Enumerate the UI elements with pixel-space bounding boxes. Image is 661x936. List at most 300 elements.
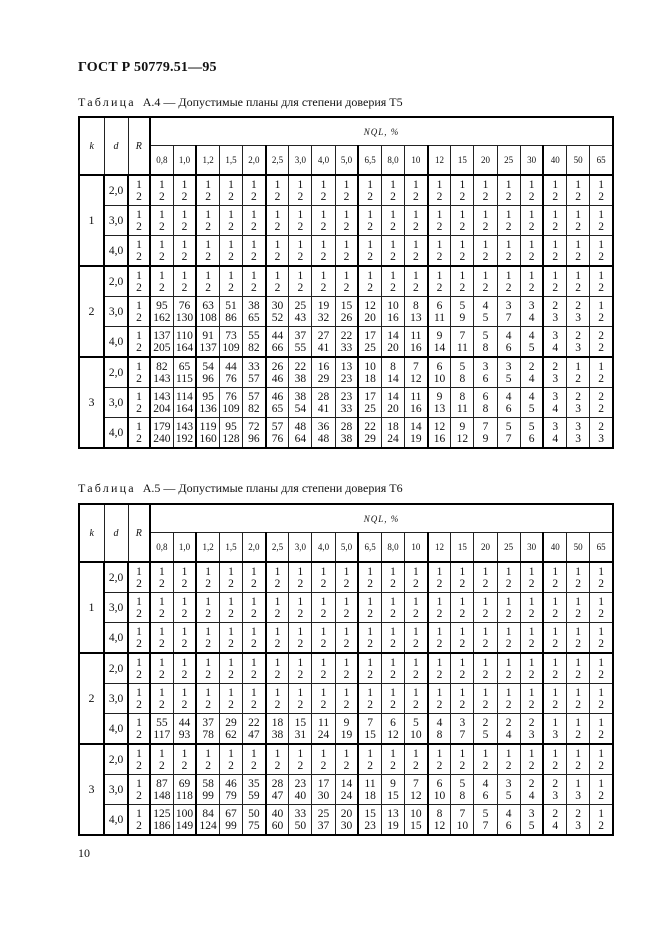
rejection-number: 2 — [274, 607, 281, 620]
nql-column-header: 25 — [497, 146, 520, 176]
plan-fraction — [153, 808, 170, 832]
plan-fraction — [275, 239, 281, 263]
plan-fraction — [248, 421, 260, 445]
plan-fraction — [367, 270, 373, 294]
rejection-number: 2 — [459, 698, 466, 711]
plan-fraction — [529, 421, 535, 445]
acceptance-number: 1 — [436, 208, 443, 221]
plan-fraction — [341, 330, 353, 354]
plan-cell — [567, 327, 590, 358]
plan-cell — [219, 805, 242, 836]
plan-cell — [173, 297, 196, 327]
rejection-number: 2 — [228, 281, 234, 294]
acceptance-number: 18 — [271, 716, 284, 729]
rejection-number: 50 — [294, 819, 307, 832]
rejection-number: 2 — [575, 668, 581, 681]
plan-fraction — [387, 808, 399, 832]
rejection-number: 2 — [552, 607, 559, 620]
acceptance-number: 72 — [248, 420, 260, 433]
acceptance-number: 1 — [482, 238, 489, 251]
plan-cell — [474, 593, 497, 623]
d-cell: 4,0 — [104, 805, 128, 836]
plan-fraction — [272, 778, 284, 802]
rejection-number: 2 — [343, 637, 350, 650]
plan-fraction — [483, 239, 489, 263]
rejection-number: 2 — [205, 637, 211, 650]
rejection-number: 2 — [158, 250, 165, 263]
plan-cell — [243, 653, 266, 684]
plan-cell — [243, 623, 266, 654]
rejection-number: 2 — [482, 607, 489, 620]
rejection-number: 5 — [528, 341, 535, 354]
rejection-number: 65 — [248, 311, 260, 324]
plan-cell — [567, 684, 590, 714]
plan-fraction — [598, 566, 604, 590]
rejection-number: 15 — [387, 789, 399, 802]
acceptance-number: 1 — [412, 747, 419, 760]
rejection-number: 2 — [205, 281, 211, 294]
rejection-number: 6 — [505, 402, 512, 415]
rejection-number: 2 — [274, 637, 281, 650]
plan-cell — [150, 714, 173, 745]
plan-cell — [196, 266, 219, 297]
plan-fraction — [205, 239, 211, 263]
acceptance-number: 1 — [482, 178, 489, 191]
plan-cell — [451, 684, 474, 714]
plan-fraction — [529, 300, 535, 324]
plan-cell — [335, 297, 358, 327]
plan-fraction — [176, 361, 193, 385]
acceptance-number: 1 — [367, 238, 373, 251]
acceptance-number: 1 — [343, 178, 350, 191]
plan-cell — [590, 327, 613, 358]
plan-fraction — [248, 808, 260, 832]
acceptance-number: 1 — [205, 656, 211, 669]
acceptance-number: 1 — [136, 747, 142, 760]
acceptance-number: 1 — [390, 269, 396, 282]
rejection-number: 2 — [528, 250, 535, 263]
acceptance-number: 1 — [390, 565, 396, 578]
acceptance-number: 1 — [181, 625, 188, 638]
rejection-number: 2 — [552, 281, 559, 294]
plan-cell — [173, 327, 196, 358]
d-cell: 3,0 — [104, 206, 128, 236]
rejection-number: 2 — [343, 668, 350, 681]
plan-cell — [567, 805, 590, 836]
plan-fraction — [344, 179, 350, 203]
rejection-number: 2 — [181, 250, 188, 263]
plan-cell — [567, 714, 590, 745]
plan-cell — [590, 593, 613, 623]
plan-fraction — [272, 300, 284, 324]
rejection-number: 2 — [136, 190, 142, 203]
plan-fraction — [321, 209, 327, 233]
acceptance-number: 1 — [436, 565, 443, 578]
rejection-number: 38 — [294, 372, 307, 385]
acceptance-number: 5 — [459, 299, 466, 312]
acceptance-number: 1 — [412, 208, 419, 221]
acceptance-number: 17 — [317, 777, 330, 790]
acceptance-number: 5 — [482, 807, 489, 820]
rejection-number: 2 — [181, 637, 188, 650]
plan-cell — [567, 388, 590, 418]
rejection-number: 2 — [320, 250, 327, 263]
rejection-number: 2 — [482, 220, 489, 233]
rejection-number: 2 — [575, 281, 581, 294]
rejection-number: 2 — [136, 668, 142, 681]
rejection-number: 2 — [598, 698, 604, 711]
acceptance-number: 1 — [505, 208, 512, 221]
plan-fraction — [529, 361, 535, 385]
rejection-number: 186 — [153, 819, 171, 832]
acceptance-number: 1 — [598, 656, 604, 669]
r-cell — [128, 805, 150, 836]
plan-fraction — [598, 778, 604, 802]
plan-cell — [150, 775, 173, 805]
rejection-number: 12 — [410, 372, 422, 385]
plan-cell — [567, 562, 590, 593]
header-r: R — [128, 504, 150, 562]
plan-fraction — [387, 421, 399, 445]
plan-fraction — [182, 270, 188, 294]
rejection-number: 2 — [528, 668, 535, 681]
plan-cell — [335, 236, 358, 267]
acceptance-number: 125 — [153, 807, 171, 820]
rejection-number: 2 — [136, 698, 142, 711]
plan-cell — [428, 714, 451, 745]
plan-cell — [266, 593, 289, 623]
rejection-number: 2 — [575, 637, 581, 650]
rejection-number: 2 — [228, 220, 234, 233]
plan-cell — [497, 623, 520, 654]
acceptance-number: 22 — [294, 360, 307, 373]
acceptance-number: 1 — [552, 686, 559, 699]
plan-cell — [173, 805, 196, 836]
plan-cell — [266, 775, 289, 805]
rejection-number: 8 — [482, 402, 489, 415]
plan-cell — [381, 684, 404, 714]
rejection-number: 4 — [505, 728, 512, 741]
plan-cell — [312, 623, 335, 654]
plan-cell — [381, 357, 404, 388]
plan-cell — [567, 266, 590, 297]
plan-cell — [451, 206, 474, 236]
plan-fraction — [176, 421, 193, 445]
plan-fraction — [367, 239, 373, 263]
rejection-number: 54 — [294, 402, 307, 415]
plan-cell — [335, 775, 358, 805]
plan-cell — [590, 175, 613, 206]
plan-fraction — [529, 657, 535, 681]
acceptance-number: 1 — [367, 565, 373, 578]
plan-fraction — [176, 391, 193, 415]
rejection-number: 2 — [181, 668, 188, 681]
acceptance-number: 1 — [528, 595, 535, 608]
plan-cell — [543, 593, 566, 623]
d-cell: 4,0 — [104, 327, 128, 358]
acceptance-number: 1 — [320, 686, 327, 699]
plan-fraction — [410, 361, 422, 385]
r-cell — [128, 623, 150, 654]
rejection-number: 25 — [364, 402, 376, 415]
rejection-number: 2 — [136, 637, 142, 650]
plan-cell — [405, 623, 428, 654]
nql-column-header: 15 — [451, 533, 474, 563]
plan-fraction — [483, 808, 489, 832]
table-a4-caption — [78, 95, 403, 110]
acceptance-number: 1 — [181, 208, 188, 221]
acceptance-number: 1 — [297, 565, 304, 578]
rejection-number: 2 — [136, 341, 142, 354]
plan-cell — [451, 388, 474, 418]
acceptance-number: 1 — [436, 747, 443, 760]
acceptance-number: 1 — [552, 595, 559, 608]
plan-cell — [219, 562, 242, 593]
plan-fraction — [575, 596, 581, 620]
plan-fraction — [483, 391, 489, 415]
rejection-number: 2 — [552, 577, 559, 590]
plan-cell — [520, 714, 543, 745]
plan-fraction — [575, 748, 581, 772]
plan-cell — [451, 418, 474, 449]
plan-cell — [335, 623, 358, 654]
plan-fraction — [159, 179, 165, 203]
plan-cell — [405, 775, 428, 805]
acceptance-number: 1 — [205, 238, 211, 251]
rejection-number: 23 — [364, 819, 376, 832]
plan-fraction — [598, 179, 604, 203]
acceptance-number: 1 — [575, 716, 581, 729]
acceptance-number: 3 — [505, 360, 512, 373]
plan-cell — [428, 357, 451, 388]
plan-fraction — [205, 209, 211, 233]
plan-cell — [520, 266, 543, 297]
plan-fraction — [460, 566, 466, 590]
plan-fraction — [506, 596, 512, 620]
plan-fraction — [529, 566, 535, 590]
plan-fraction — [248, 717, 260, 741]
rejection-number: 2 — [598, 372, 604, 385]
acceptance-number: 2 — [552, 807, 559, 820]
plan-fraction — [344, 657, 350, 681]
plan-cell — [173, 744, 196, 775]
acceptance-number: 1 — [274, 686, 281, 699]
plan-fraction — [225, 778, 237, 802]
rejection-number: 117 — [153, 728, 171, 741]
rejection-number: 136 — [199, 402, 217, 415]
acceptance-number: 1 — [528, 565, 535, 578]
rejection-number: 149 — [175, 819, 194, 832]
plan-fraction — [483, 361, 489, 385]
rejection-number: 2 — [575, 250, 581, 263]
plan-fraction — [199, 300, 216, 324]
page-number: 10 — [78, 846, 90, 860]
plan-cell — [451, 775, 474, 805]
plan-cell — [543, 418, 566, 449]
plan-cell — [150, 206, 173, 236]
acceptance-number: 95 — [225, 420, 237, 433]
acceptance-number: 1 — [274, 208, 281, 221]
rejection-number: 2 — [412, 250, 419, 263]
rejection-number: 2 — [598, 607, 604, 620]
plan-cell — [173, 236, 196, 267]
plan-cell — [243, 714, 266, 745]
plan-fraction — [251, 687, 257, 711]
plan-cell — [520, 623, 543, 654]
rejection-number: 2 — [459, 250, 466, 263]
rejection-number: 2 — [205, 668, 211, 681]
r-cell — [128, 775, 150, 805]
plan-cell — [590, 562, 613, 593]
plan-fraction — [344, 566, 350, 590]
plan-cell — [428, 684, 451, 714]
acceptance-number: 5 — [505, 420, 512, 433]
rejection-number: 2 — [297, 698, 304, 711]
table-row — [79, 327, 613, 358]
rejection-number: 2 — [482, 281, 489, 294]
rejection-number: 24 — [340, 789, 353, 802]
d-cell: 3,0 — [104, 684, 128, 714]
plan-cell — [497, 684, 520, 714]
plan-fraction — [529, 239, 535, 263]
plan-fraction — [483, 330, 489, 354]
rejection-number: 2 — [436, 220, 443, 233]
nql-column-header: 20 — [474, 146, 497, 176]
acceptance-number: 1 — [412, 269, 419, 282]
nql-column-header: 2,0 — [243, 533, 266, 563]
rejection-number: 8 — [482, 341, 489, 354]
plan-cell — [405, 744, 428, 775]
acceptance-number: 1 — [181, 238, 188, 251]
rejection-number: 13 — [433, 402, 446, 415]
rejection-number: 2 — [181, 220, 188, 233]
plan-cell — [428, 775, 451, 805]
rejection-number: 3 — [598, 432, 604, 445]
plan-fraction — [506, 566, 512, 590]
plan-cell — [381, 593, 404, 623]
acceptance-number: 25 — [294, 299, 307, 312]
nql-column-header: 40 — [543, 146, 566, 176]
plan-fraction — [228, 626, 234, 650]
plan-cell — [405, 266, 428, 297]
rejection-number: 2 — [251, 698, 257, 711]
plan-fraction — [413, 270, 419, 294]
acceptance-number: 3 — [552, 420, 559, 433]
acceptance-number: 1 — [228, 565, 234, 578]
rejection-number: 2 — [505, 577, 512, 590]
plan-cell — [243, 357, 266, 388]
plan-cell — [173, 175, 196, 206]
plan-fraction — [228, 566, 234, 590]
plan-fraction — [483, 717, 489, 741]
plan-fraction — [153, 421, 170, 445]
acceptance-number: 1 — [482, 747, 489, 760]
rejection-number: 2 — [205, 190, 211, 203]
rejection-number: 2 — [367, 607, 373, 620]
acceptance-number: 1 — [136, 178, 142, 191]
plan-fraction — [275, 566, 281, 590]
plan-fraction — [182, 626, 188, 650]
acceptance-number: 1 — [390, 625, 396, 638]
rejection-number: 2 — [598, 789, 604, 802]
rejection-number: 2 — [598, 637, 604, 650]
acceptance-number: 76 — [178, 299, 191, 312]
plan-cell — [474, 175, 497, 206]
rejection-number: 2 — [136, 220, 142, 233]
rejection-number: 2 — [136, 577, 142, 590]
plan-cell — [543, 562, 566, 593]
acceptance-number: 1 — [181, 595, 188, 608]
plan-fraction — [136, 239, 142, 263]
plan-fraction — [367, 687, 373, 711]
r-cell — [128, 357, 150, 388]
plan-fraction — [295, 808, 307, 832]
plan-fraction — [506, 391, 512, 415]
plan-fraction — [460, 270, 466, 294]
plan-cell — [474, 266, 497, 297]
acceptance-number: 1 — [505, 625, 512, 638]
plan-cell — [520, 297, 543, 327]
rejection-number: 2 — [343, 190, 350, 203]
acceptance-number: 1 — [251, 686, 257, 699]
plan-fraction — [321, 179, 327, 203]
rejection-number: 2 — [505, 190, 512, 203]
plan-fraction — [552, 657, 558, 681]
rejection-number: 2 — [575, 698, 581, 711]
plan-fraction — [182, 179, 188, 203]
acceptance-number: 44 — [225, 360, 237, 373]
acceptance-number: 1 — [251, 238, 257, 251]
plan-cell — [289, 684, 312, 714]
rejection-number: 2 — [390, 759, 396, 772]
r-cell — [128, 236, 150, 267]
plan-cell — [335, 327, 358, 358]
plan-fraction — [387, 330, 399, 354]
plan-fraction — [298, 566, 304, 590]
acceptance-number: 2 — [552, 360, 559, 373]
rejection-number: 31 — [294, 728, 307, 741]
plan-cell — [590, 388, 613, 418]
acceptance-number: 1 — [136, 565, 142, 578]
acceptance-number: 28 — [340, 420, 353, 433]
rejection-number: 8 — [459, 372, 466, 385]
acceptance-number: 16 — [317, 360, 330, 373]
plan-fraction — [202, 717, 214, 741]
plan-cell — [358, 775, 381, 805]
plan-fraction — [413, 179, 419, 203]
plan-fraction — [367, 657, 373, 681]
plan-cell — [520, 236, 543, 267]
plan-fraction — [344, 239, 350, 263]
plan-fraction — [321, 566, 327, 590]
rejection-number: 2 — [367, 668, 373, 681]
table-row — [79, 357, 613, 388]
nql-column-header: 0,8 — [150, 533, 173, 563]
plan-fraction — [318, 808, 330, 832]
acceptance-number: 1 — [575, 360, 581, 373]
acceptance-number: 40 — [271, 807, 284, 820]
plan-cell — [219, 775, 242, 805]
plan-fraction — [202, 361, 214, 385]
acceptance-number: 1 — [320, 565, 327, 578]
rejection-number: 2 — [205, 698, 211, 711]
plan-fraction — [598, 687, 604, 711]
plan-cell — [451, 175, 474, 206]
r-cell — [128, 327, 150, 358]
rejection-number: 2 — [575, 607, 581, 620]
acceptance-number: 84 — [202, 807, 214, 820]
acceptance-number: 1 — [575, 269, 581, 282]
